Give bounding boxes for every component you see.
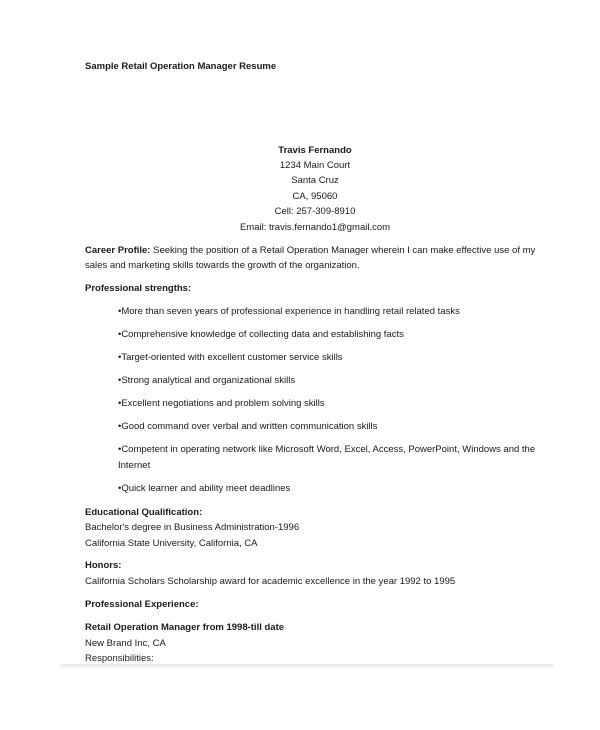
contact-email: Email: travis.fernando1@gmail.com [239, 222, 391, 233]
strength-item: •Good command over verbal and written communication skills [118, 421, 378, 432]
experience-company: New Brand Inc, CA [85, 638, 166, 649]
strength-item: •Competent in operating network like Microsoft Word, Excel, Access, PowerPoint, Windows and the [118, 444, 536, 455]
career-profile-line1 [85, 245, 535, 257]
strength-item: •Excellent negotiations and problem solving skills [118, 398, 325, 409]
strength-item: •More than seven years of professional experience in handling retail related tasks [118, 306, 460, 317]
strength-item: •Target-oriented with excellent customer service skills [118, 352, 343, 363]
strength-item: •Quick learner and ability meet deadlines [118, 483, 291, 494]
honors-heading: Honors: [85, 560, 122, 571]
honors-text: California Scholars Scholarship award for academic excellence in the year 1992 to 1995 [85, 576, 456, 587]
strengths-heading: Professional strengths: [85, 283, 192, 294]
contact-name: Travis Fernando [278, 145, 352, 156]
experience-role: Retail Operation Manager from 1998-till date [85, 622, 285, 633]
career-profile-text: Seeking the position of a Retail Operation Manager wherein I can make effective use of my [150, 245, 536, 256]
contact-cell: Cell: 257-309-8910 [274, 206, 356, 217]
education-degree: Bachelor's degree in Business Administration-1996 [85, 522, 300, 533]
contact-state-zip: CA, 95060 [292, 191, 338, 202]
experience-responsibilities-label: Responsibilities: [85, 653, 154, 664]
career-profile-line2: sales and marketing skills towards the growth of the organization. [85, 260, 360, 271]
strength-item: •Comprehensive knowledge of collecting data and establishing facts [118, 329, 404, 340]
document-title: Sample Retail Operation Manager Resume [85, 61, 277, 72]
strength-item-continuation: Internet [118, 460, 151, 471]
strength-item: •Strong analytical and organizational skills [118, 375, 296, 386]
page-bottom-edge [60, 664, 554, 668]
education-heading: Educational Qualification: [85, 507, 203, 518]
contact-city: Santa Cruz [291, 175, 339, 186]
education-school: California State University, California, CA [85, 538, 258, 549]
experience-heading: Professional Experience: [85, 599, 199, 610]
contact-street: 1234 Main Court [279, 160, 351, 171]
career-profile-label: Career Profile: [85, 245, 151, 256]
